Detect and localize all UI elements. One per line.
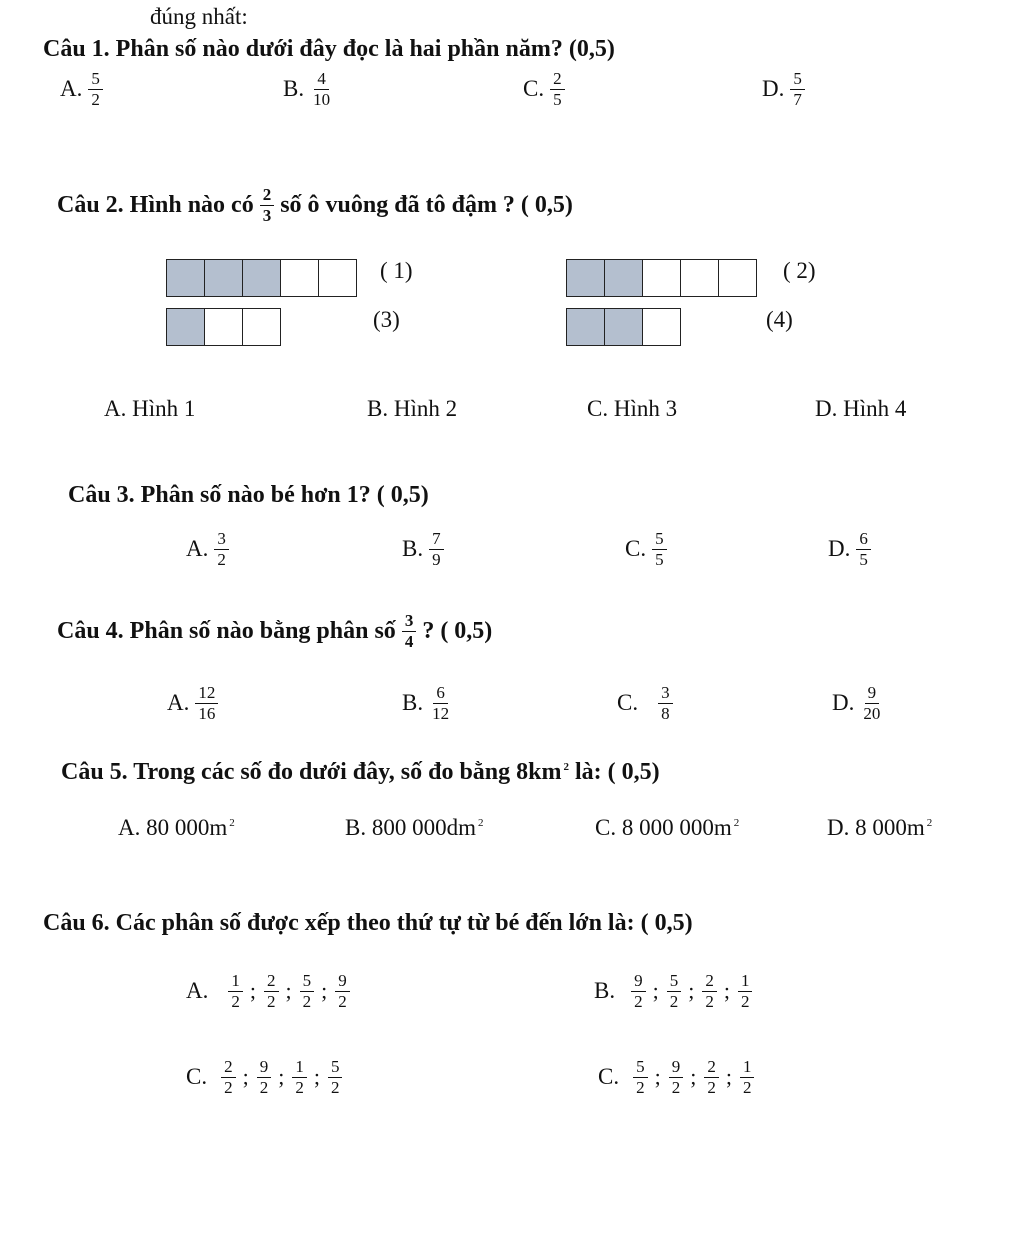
numerator: 5 xyxy=(652,530,667,550)
shaded-cell xyxy=(567,309,605,345)
denominator: 2 xyxy=(295,1077,304,1097)
numerator: 7 xyxy=(429,530,444,550)
option-letter: A. xyxy=(60,76,83,102)
q6-option-a[interactable] xyxy=(186,972,350,1011)
q5-option-c[interactable] xyxy=(595,815,739,841)
option-text: A. 80 000m xyxy=(118,815,228,840)
numerator: 9 xyxy=(669,1058,684,1078)
q2-prefix: Câu 2. Hình nào có xyxy=(57,191,254,218)
option-letter: D. xyxy=(762,76,785,102)
q5-option-a[interactable] xyxy=(118,815,235,841)
q5-option-d[interactable] xyxy=(827,815,932,841)
q4-option-a[interactable] xyxy=(167,684,218,723)
option-text: D. 8 000m xyxy=(827,815,925,840)
fraction xyxy=(740,1058,755,1097)
denominator: 20 xyxy=(863,703,881,723)
numerator: 1 xyxy=(292,1058,307,1078)
numerator: 9 xyxy=(257,1058,272,1078)
option-letter: C. xyxy=(523,76,545,102)
fraction xyxy=(790,70,805,109)
denominator: 2 xyxy=(705,991,714,1011)
option-text: B. 800 000dm xyxy=(345,815,476,840)
fraction xyxy=(310,70,333,109)
shaded-cell xyxy=(567,260,605,296)
fraction xyxy=(221,1058,236,1097)
denominator: 2 xyxy=(338,991,347,1011)
separator: ; xyxy=(321,978,328,1004)
q4-option-c[interactable] xyxy=(617,684,673,723)
numerator: 2 xyxy=(704,1058,719,1078)
q2-option-c[interactable]: C. Hình 3 xyxy=(587,396,678,421)
empty-cell xyxy=(281,260,319,296)
separator: ; xyxy=(278,1064,285,1090)
numerator: 1 xyxy=(228,972,243,992)
question-6-title: Câu 6. Các phân số được xếp theo thứ tự từ bé đến lớn là: ( 0,5) xyxy=(43,910,693,936)
denominator: 2 xyxy=(671,1077,681,1097)
option-letter: C. xyxy=(625,536,647,562)
option-letter: C. xyxy=(186,1064,208,1090)
q3-option-d[interactable] xyxy=(828,530,871,569)
figure-4-bar xyxy=(566,308,681,346)
q6-option-c[interactable] xyxy=(186,1058,342,1097)
q2-option-d[interactable]: D. Hình 4 xyxy=(815,396,907,421)
numerator: 2 xyxy=(702,972,717,992)
superscript: 2 xyxy=(477,817,484,830)
option-letter: B. xyxy=(283,76,305,102)
denominator: 2 xyxy=(636,1077,645,1097)
denominator: 2 xyxy=(669,991,679,1011)
denominator: 7 xyxy=(793,89,802,109)
empty-cell xyxy=(681,260,719,296)
q4-fraction xyxy=(402,612,417,651)
q2-option-b[interactable]: B. Hình 2 xyxy=(367,396,458,421)
denominator: 8 xyxy=(661,703,670,723)
numerator: 9 xyxy=(335,972,350,992)
denominator: 2 xyxy=(217,549,226,569)
option-text: C. 8 000 000m xyxy=(595,815,732,840)
option-letter: A. xyxy=(186,978,209,1004)
option-letter: B. xyxy=(402,536,424,562)
q2-suffix: số ô vuông đã tô đậm ? ( 0,5) xyxy=(280,191,573,218)
superscript: 2 xyxy=(563,761,569,773)
empty-cell xyxy=(643,309,680,345)
separator: ; xyxy=(654,1064,661,1090)
denominator: 4 xyxy=(404,631,414,651)
denominator: 2 xyxy=(231,991,240,1011)
empty-cell xyxy=(319,260,356,296)
q3-option-a[interactable] xyxy=(186,530,229,569)
empty-cell xyxy=(719,260,756,296)
superscript: 2 xyxy=(733,817,740,830)
denominator: 2 xyxy=(259,1077,269,1097)
fraction xyxy=(860,684,883,723)
fraction xyxy=(328,1058,343,1097)
option-letter: B. xyxy=(594,978,616,1004)
fraction xyxy=(429,684,452,723)
q1-option-a[interactable] xyxy=(60,70,103,109)
numerator: 5 xyxy=(667,972,682,992)
figure-1-bar xyxy=(166,259,357,297)
option-letter: A. xyxy=(186,536,209,562)
denominator: 2 xyxy=(330,1077,340,1097)
numerator: 2 xyxy=(260,186,275,206)
fraction xyxy=(429,530,444,569)
numerator: 5 xyxy=(790,70,805,90)
numerator: 3 xyxy=(658,684,673,704)
fraction xyxy=(631,972,646,1011)
fraction xyxy=(195,684,218,723)
shaded-cell xyxy=(605,260,643,296)
figure-3-label: (3) xyxy=(373,307,400,332)
question-4-title xyxy=(57,612,492,651)
question-1-title: Câu 1. Phân số nào dưới đây đọc là hai phần năm? (0,5) xyxy=(43,36,615,62)
option-letter: C. xyxy=(598,1064,620,1090)
fraction xyxy=(702,972,717,1011)
header-text: đúng nhất: xyxy=(150,4,248,29)
denominator: 16 xyxy=(198,703,216,723)
q3-option-c[interactable] xyxy=(625,530,667,569)
question-3-title: Câu 3. Phân số nào bé hơn 1? ( 0,5) xyxy=(68,482,429,508)
numerator: 3 xyxy=(214,530,229,550)
denominator: 2 xyxy=(224,1077,233,1097)
shaded-cell xyxy=(205,260,243,296)
numerator: 3 xyxy=(402,612,417,632)
q6-option-d[interactable] xyxy=(598,1058,754,1097)
option-letter: D. xyxy=(828,536,851,562)
q2-fraction xyxy=(260,186,275,225)
denominator: 5 xyxy=(553,89,562,109)
q4-option-b[interactable] xyxy=(402,684,452,723)
empty-cell xyxy=(243,309,280,345)
numerator: 5 xyxy=(328,1058,343,1078)
numerator: 2 xyxy=(550,70,565,90)
denominator: 2 xyxy=(267,991,276,1011)
separator: ; xyxy=(249,978,256,1004)
superscript: 2 xyxy=(926,817,933,830)
numerator: 5 xyxy=(633,1058,648,1078)
figure-4-label: (4) xyxy=(766,307,793,332)
numerator: 5 xyxy=(300,972,315,992)
option-letter: A. xyxy=(167,690,190,716)
q1-option-b[interactable] xyxy=(283,70,333,109)
superscript: 2 xyxy=(229,817,235,830)
fraction xyxy=(704,1058,719,1097)
denominator: 12 xyxy=(432,703,450,723)
fraction xyxy=(652,530,667,569)
fraction xyxy=(88,70,103,109)
denominator: 5 xyxy=(859,549,868,569)
numerator: 12 xyxy=(195,684,218,704)
q5-suffix: là: ( 0,5) xyxy=(568,759,660,785)
separator: ; xyxy=(723,978,730,1004)
option-letter: C. xyxy=(617,690,639,716)
numerator: 1 xyxy=(740,1058,755,1078)
denominator: 3 xyxy=(262,205,272,225)
fraction xyxy=(264,972,279,1011)
q4-option-d[interactable] xyxy=(832,684,883,723)
numerator: 1 xyxy=(738,972,753,992)
numerator: 2 xyxy=(221,1058,236,1078)
figure-2-label: ( 2) xyxy=(783,258,816,283)
numerator: 6 xyxy=(433,684,448,704)
fraction xyxy=(669,1058,684,1097)
option-letter: B. xyxy=(402,690,424,716)
shaded-cell xyxy=(167,309,205,345)
numerator: 9 xyxy=(631,972,646,992)
fraction xyxy=(658,684,673,723)
numerator: 6 xyxy=(856,530,871,550)
denominator: 2 xyxy=(740,991,750,1011)
denominator: 5 xyxy=(655,549,664,569)
fraction xyxy=(856,530,871,569)
q6-option-b[interactable] xyxy=(594,972,752,1011)
denominator: 2 xyxy=(742,1077,752,1097)
separator: ; xyxy=(313,1064,320,1090)
fraction xyxy=(300,972,315,1011)
q5-option-b[interactable] xyxy=(345,815,483,841)
figure-1-label: ( 1) xyxy=(380,258,413,283)
option-letter: D. xyxy=(832,690,855,716)
shaded-cell xyxy=(167,260,205,296)
separator: ; xyxy=(688,978,695,1004)
empty-cell xyxy=(643,260,681,296)
separator: ; xyxy=(285,978,292,1004)
separator: ; xyxy=(242,1064,249,1090)
denominator: 9 xyxy=(432,549,441,569)
fraction xyxy=(550,70,565,109)
fraction xyxy=(335,972,350,1011)
fraction xyxy=(292,1058,307,1097)
denominator: 2 xyxy=(91,89,100,109)
numerator: 9 xyxy=(865,684,880,704)
separator: ; xyxy=(690,1064,697,1090)
fraction xyxy=(257,1058,272,1097)
question-5-title xyxy=(61,759,660,786)
q5-prefix: Câu 5. Trong các số đo dưới đây, số đo bằng 8km xyxy=(61,759,562,785)
question-2-title xyxy=(57,186,573,225)
denominator: 2 xyxy=(302,991,312,1011)
numerator: 4 xyxy=(314,70,329,90)
q2-option-a[interactable]: A. Hình 1 xyxy=(104,396,196,421)
figure-2-bar xyxy=(566,259,757,297)
empty-cell xyxy=(205,309,243,345)
q3-option-b[interactable] xyxy=(402,530,444,569)
q1-option-c[interactable] xyxy=(523,70,565,109)
numerator: 2 xyxy=(264,972,279,992)
q4-prefix: Câu 4. Phân số nào bằng phân số xyxy=(57,617,396,644)
separator: ; xyxy=(725,1064,732,1090)
q4-suffix: ? ( 0,5) xyxy=(422,617,493,644)
fraction xyxy=(667,972,682,1011)
denominator: 10 xyxy=(313,89,331,109)
shaded-cell xyxy=(605,309,643,345)
shaded-cell xyxy=(243,260,281,296)
fraction xyxy=(214,530,229,569)
denominator: 2 xyxy=(634,991,643,1011)
denominator: 2 xyxy=(707,1077,716,1097)
fraction xyxy=(228,972,243,1011)
q1-option-d[interactable] xyxy=(762,70,805,109)
fraction xyxy=(633,1058,648,1097)
separator: ; xyxy=(652,978,659,1004)
numerator: 5 xyxy=(88,70,103,90)
figure-3-bar xyxy=(166,308,281,346)
fraction xyxy=(738,972,753,1011)
